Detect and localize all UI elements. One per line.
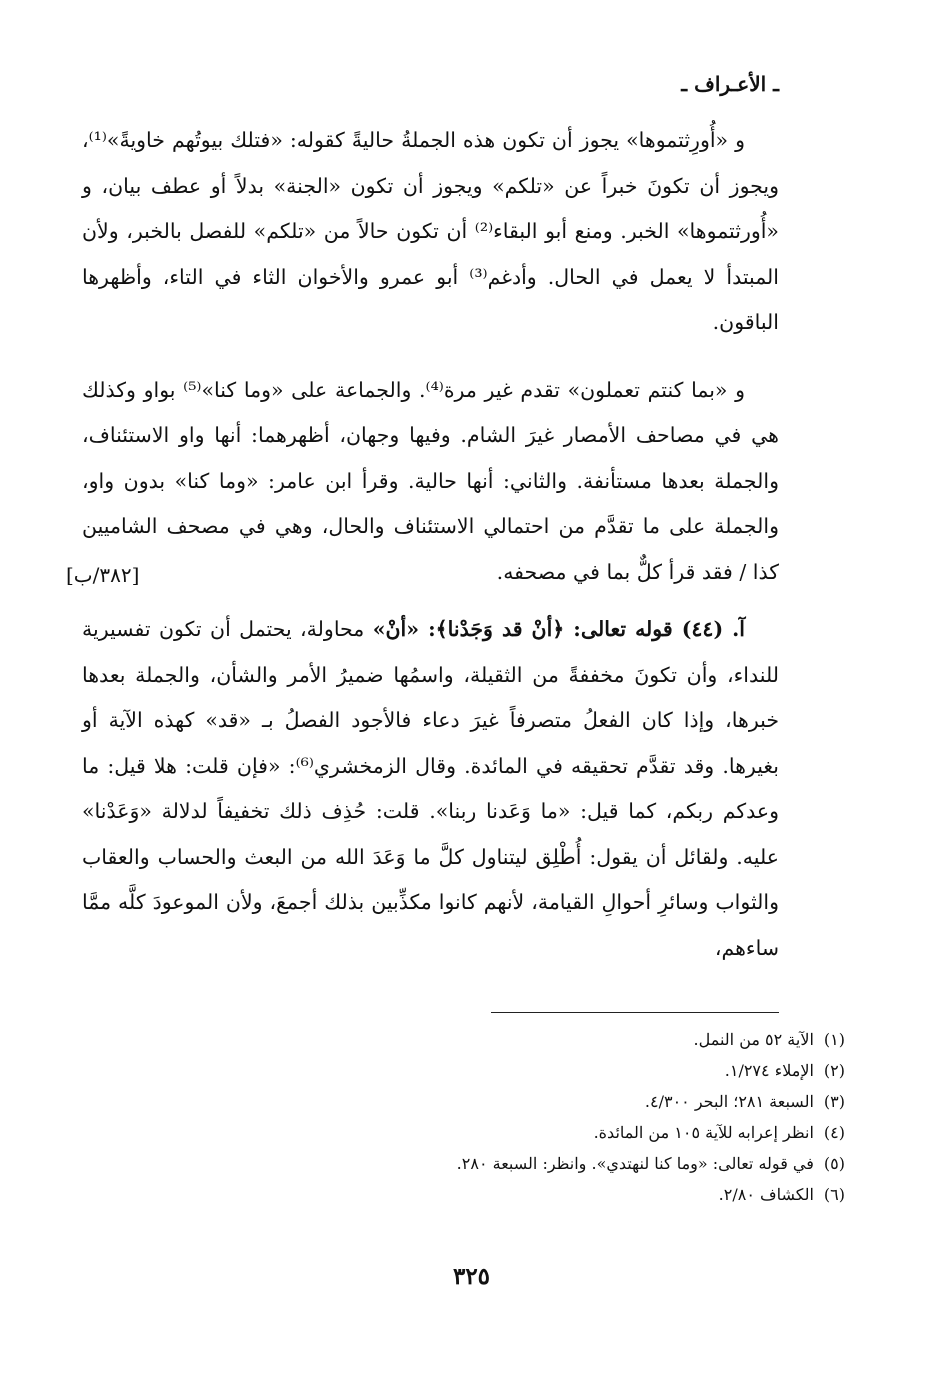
running-header: ـ الأعـراف ـ — [681, 72, 779, 96]
footnotes-list — [145, 1024, 845, 1210]
manuscript-folio-ref: [٣٨٢/ب] — [66, 563, 140, 587]
footnote-number: (١) — [823, 1030, 845, 1049]
footnote-number: (٤) — [823, 1123, 845, 1142]
footnote-item — [145, 1179, 845, 1210]
footnote-number: (٥) — [823, 1154, 845, 1173]
footnote-text: السبعة ٢٨١؛ البحر ٤/٣٠٠. — [644, 1092, 814, 1111]
footnote-item — [145, 1148, 845, 1179]
footnote-item — [145, 1055, 845, 1086]
footnote-text: انظر إعرابه للآية ١٠٥ من المائدة. — [593, 1123, 814, 1142]
footnote-item — [145, 1024, 845, 1055]
paragraph-2: و «بما كنتم تعملون» تقدم غير مرة⁽⁴⁾. والجماعة على «وما كنا»⁽⁵⁾ بواو وكذلك هي في مصاحف الأمصار غيرَ الشام. وفيها وجهان، أظهرهما: أنها واو الاستئناف، والجملة بعدها مستأنفة. والثاني: أنها حالية. وقرأ ابن عامر: «وما كنا» بدون واو، والجملة على ما تقدَّم من احتمالي الاستئناف والحال، وهي في مصحف الشاميين كذا / فقد قرأ كلٌّ بما في مصحفه. — [82, 377, 779, 584]
verse-heading: آ. (٤٤) قوله تعالى: ﴿أنْ قد وَجَدْنا﴾: «أنْ» — [372, 617, 746, 641]
paragraph-3 — [82, 607, 779, 971]
footnote-item — [145, 1117, 845, 1148]
footnote-number: (٣) — [823, 1092, 845, 1111]
footnote-divider — [491, 1012, 779, 1013]
page-number: ٣٢٥ — [452, 1263, 491, 1290]
footnote-number: (٢) — [823, 1061, 845, 1080]
footnote-item — [145, 1086, 845, 1117]
footnote-text: في قوله تعالى: «وما كنا لنهتدي». وانظر: السبعة ٢٨٠. — [456, 1154, 814, 1173]
footnote-text: الكشاف ٢/٨٠. — [718, 1185, 814, 1204]
footnote-text: الإملاء ١/٢٧٤. — [724, 1061, 814, 1080]
paragraph-1: و «أُورِثتموها» يجوز أن تكون هذه الجملةُ حاليةً كقوله: «فتلك بيوتُهم خاويةً»⁽¹⁾، ويجوز أن تكونَ خبراً عن «تلكم» ويجوز أن تكون «الجنة» بدلاً أو عطف بيان، و «أُورثتموها» الخبر. ومنع أبو البقاء⁽²⁾ أن تكون حالاً من «تلكم» للفصل بالخبر، ولأن المبتدأ لا يعمل في الحال. وأدغم⁽³⁾ أبو عمرو والأخوان الثاء في التاء، وأظهرها الباقون. — [82, 128, 779, 334]
footnote-text: الآية ٥٢ من النمل. — [693, 1030, 814, 1049]
paragraph-3-text: محاولة، يحتمل أن تكون تفسيرية للنداء، وأن تكونَ مخففةً من الثقيلة، واسمُها ضميرُ الأمر والشأن، والجملة بعدها خبرها، وإذا كان الفعلُ متصرفاً غيرَ دعاء فالأجود الفصلُ بـ «قد» كهذه الآية أو بغيرها. وقد تقدَّم تحقيقه في المائدة. وقال الزمخشري⁽⁶⁾: «فإن قلت: هلا قيل: ما وعدكم ربكم، كما قيل: «ما وَعَدنا ربنا». قلت: حُذِف ذلك تخفيفاً لدلالة «وَعَدْنا» عليه. ولقائل أن يقول: أُطْلِق ليتناول كلَّ ما وَعَدَ الله من البعث والحساب والعقاب والثواب وسائرِ أحوالِ القيامة، لأنهم كانوا مكذِّبين بذلك أجمعَ، ولأن الموعودَ كلَّه ممَّا ساءهم، — [82, 617, 779, 960]
main-text — [82, 118, 779, 971]
footnote-number: (٦) — [823, 1185, 845, 1204]
